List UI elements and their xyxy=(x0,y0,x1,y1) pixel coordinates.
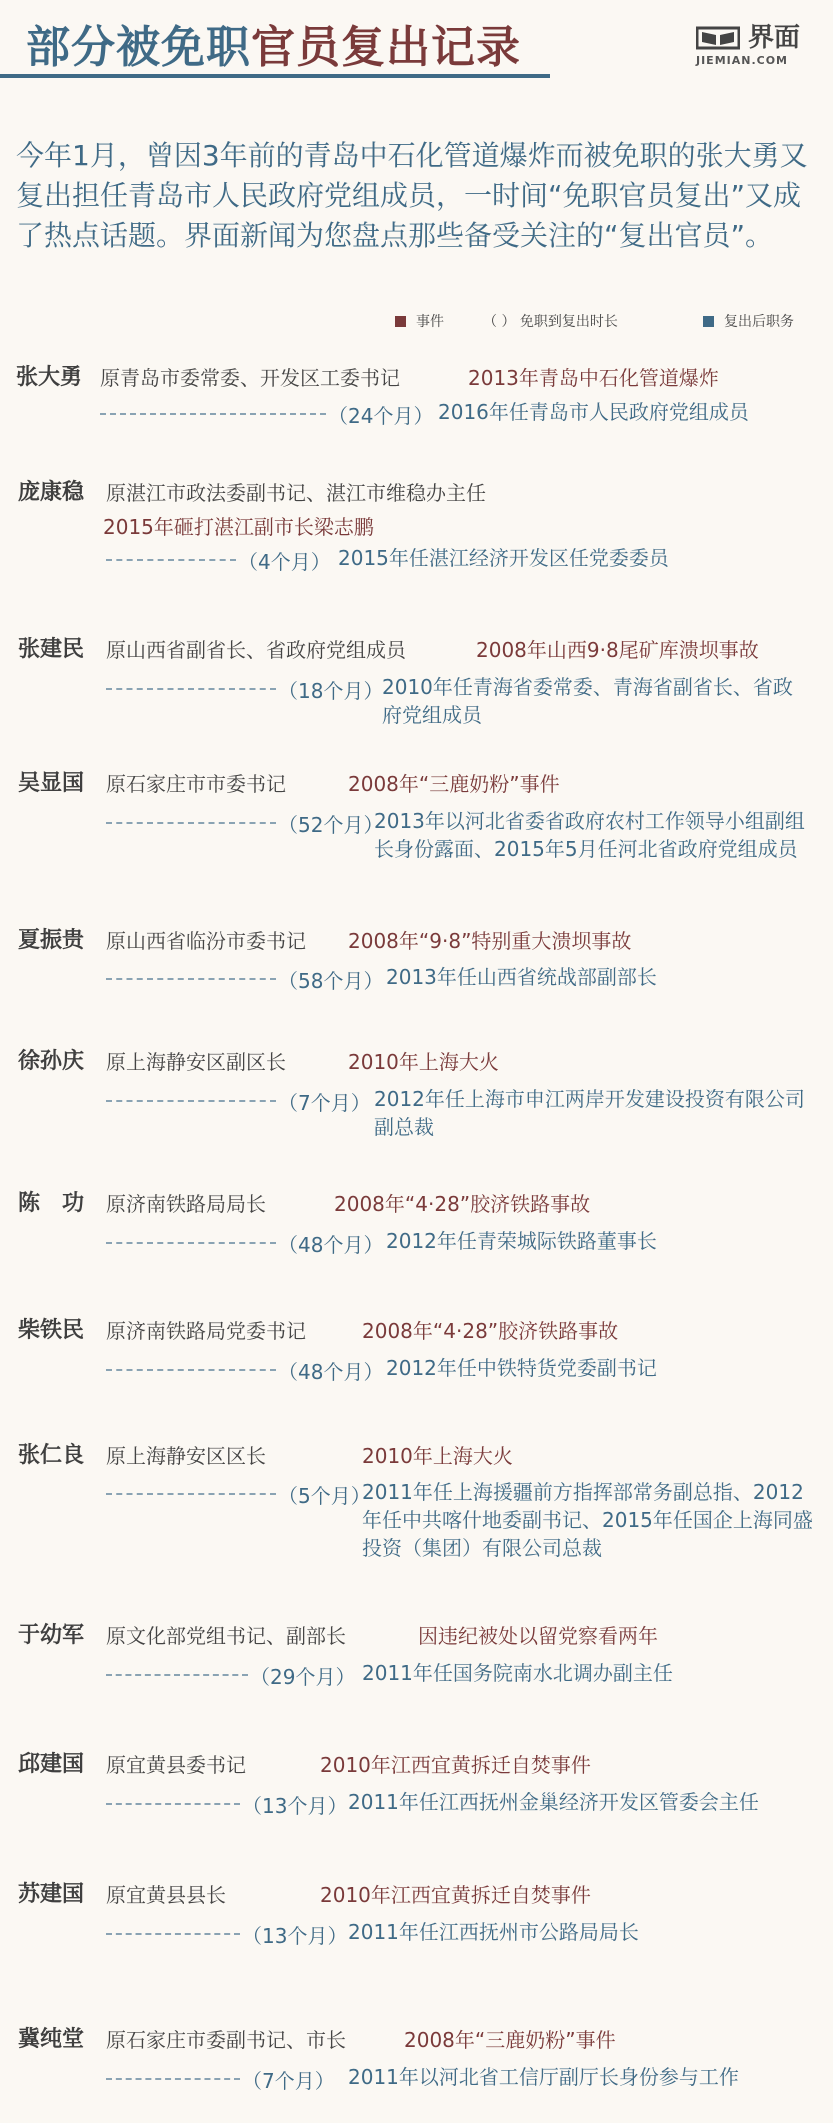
original-position: 原文化部党组书记、副部长 xyxy=(106,1624,346,1648)
official-name: 邱建国 xyxy=(18,1752,85,1777)
duration-text: （52个月） xyxy=(278,813,384,837)
dashed-connector xyxy=(106,1803,240,1805)
header xyxy=(0,0,833,95)
official-name: 夏振贵 xyxy=(18,928,85,953)
dashed-connector xyxy=(106,1100,276,1102)
original-position: 原上海静安区区长 xyxy=(106,1444,266,1468)
official-name: 庞康稳 xyxy=(18,480,85,505)
post-text: 2016年任青岛市人民政府党组成员 xyxy=(438,400,749,424)
event-text: 2008年山西9·8尾矿库溃坝事故 xyxy=(476,638,759,662)
original-position: 原济南铁路局党委书记 xyxy=(106,1319,306,1343)
duration-text: （29个月） xyxy=(250,1665,356,1689)
duration-text: （13个月） xyxy=(242,1794,348,1818)
official-name: 陈 功 xyxy=(18,1191,85,1216)
post-text: 2015年任湛江经济开发区任党委委员 xyxy=(338,546,669,570)
official-name: 张建民 xyxy=(18,637,85,662)
title-part2: 官员复出记录 xyxy=(251,22,521,73)
legend-duration: （ ） 免职到复出时长 xyxy=(483,314,618,330)
original-position: 原上海静安区副区长 xyxy=(106,1050,286,1074)
post-text: 2011年任国务院南水北调办副主任 xyxy=(362,1661,673,1685)
event-text: 2015年砸打湛江副市长梁志鹏 xyxy=(103,515,374,539)
official-name: 吴显国 xyxy=(18,771,85,796)
event-text: 2010年上海大火 xyxy=(362,1444,513,1468)
official-name: 于幼军 xyxy=(18,1623,85,1648)
dashed-connector xyxy=(106,1933,240,1935)
original-position: 原石家庄市委副书记、市长 xyxy=(106,2028,346,2052)
duration-text: （18个月） xyxy=(278,679,384,703)
legend-post: 复出后职务 xyxy=(703,311,794,331)
maroon-square-icon xyxy=(395,316,406,327)
dashed-connector xyxy=(106,1674,248,1676)
post-text: 2011年以河北省工信厅副厅长身份参与工作 xyxy=(348,2065,739,2089)
blue-square-icon xyxy=(703,316,714,327)
event-text: 2008年“三鹿奶粉”事件 xyxy=(404,2028,616,2052)
event-text: 2010年江西宜黄拆迁自焚事件 xyxy=(320,1753,591,1777)
dashed-connector xyxy=(106,1242,276,1244)
title-underline xyxy=(0,74,550,78)
dashed-connector xyxy=(106,2078,240,2080)
duration-text: （4个月） xyxy=(238,550,331,574)
page-title xyxy=(26,22,521,74)
event-text: 2008年“三鹿奶粉”事件 xyxy=(348,772,560,796)
title-part1: 部分被免职 xyxy=(26,22,251,73)
official-name: 冀纯堂 xyxy=(18,2027,85,2052)
dashed-connector xyxy=(106,822,276,824)
post-text: 2010年任青海省委常委、青海省副省长、省政府党组成员 xyxy=(382,675,793,727)
duration-text: （48个月） xyxy=(278,1360,384,1384)
official-name: 柴铁民 xyxy=(18,1318,85,1343)
original-position: 原宜黄县委书记 xyxy=(106,1753,246,1777)
dashed-connector xyxy=(106,688,276,690)
dashed-connector xyxy=(106,978,276,980)
duration-text: （13个月） xyxy=(242,1924,348,1948)
original-position: 原青岛市委常委、开发区工委书记 xyxy=(100,366,400,390)
post-text: 2011年任江西抚州金巢经济开发区管委会主任 xyxy=(348,1790,759,1814)
legend xyxy=(395,311,815,331)
duration-text: （7个月） xyxy=(278,1091,371,1115)
intro-paragraph: 今年1月，曾因3年前的青岛中石化管道爆炸而被免职的张大勇又复出担任青岛市人民政府党组成员，一时间“免职官员复出”又成了热点话题。界面新闻为您盘点那些备受关注的“复出官员”。 xyxy=(16,139,808,252)
event-text: 因违纪被处以留党察看两年 xyxy=(418,1624,658,1648)
official-name: 张仁良 xyxy=(18,1443,85,1468)
official-name: 张大勇 xyxy=(16,365,83,390)
duration-text: （7个月） xyxy=(242,2069,335,2093)
duration-text: （24个月） xyxy=(328,404,434,428)
duration-text: （48个月） xyxy=(278,1233,384,1257)
event-text: 2013年青岛中石化管道爆炸 xyxy=(468,366,719,390)
post-text: 2013年任山西省统战部副部长 xyxy=(386,965,657,989)
dashed-connector xyxy=(106,1369,276,1371)
duration-text: （5个月） xyxy=(278,1484,371,1508)
event-text: 2010年上海大火 xyxy=(348,1050,499,1074)
post-text: 2011年任上海援疆前方指挥部常务副总指、2012年任中共喀什地委副书记、2015年任国企上海同盛投资（集团）有限公司总裁 xyxy=(362,1480,813,1560)
original-position: 原石家庄市市委书记 xyxy=(106,772,286,796)
jiemian-logo xyxy=(696,24,811,70)
post-text: 2013年以河北省委省政府农村工作领导小组副组长身份露面、2015年5月任河北省政府党组成员 xyxy=(374,809,805,861)
event-text: 2008年“4·28”胶济铁路事故 xyxy=(334,1192,591,1216)
post-text: 2012年任青荣城际铁路董事长 xyxy=(386,1229,657,1253)
dashed-connector xyxy=(100,413,326,415)
original-position: 原山西省临汾市委书记 xyxy=(106,929,306,953)
original-position: 原山西省副省长、省政府党组成员 xyxy=(106,638,406,662)
post-text: 2012年任上海市申江两岸开发建设投资有限公司副总裁 xyxy=(374,1087,805,1139)
logo-text-cn: 界面 xyxy=(748,23,801,53)
dashed-connector xyxy=(106,1493,276,1495)
original-position: 原湛江市政法委副书记、湛江市维稳办主任 xyxy=(106,481,486,505)
legend-event: 事件 xyxy=(395,311,444,331)
event-text: 2010年江西宜黄拆迁自焚事件 xyxy=(320,1883,591,1907)
official-name: 徐孙庆 xyxy=(18,1049,85,1074)
logo-text-en: JIEMIAN.COM xyxy=(696,54,789,67)
duration-text: （58个月） xyxy=(278,969,384,993)
event-text: 2008年“9·8”特别重大溃坝事故 xyxy=(348,929,632,953)
event-text: 2008年“4·28”胶济铁路事故 xyxy=(362,1319,619,1343)
dashed-connector xyxy=(106,559,236,561)
post-text: 2012年任中铁特货党委副书记 xyxy=(386,1356,657,1380)
original-position: 原济南铁路局局长 xyxy=(106,1192,266,1216)
book-logo-icon xyxy=(696,26,740,50)
post-text: 2011年任江西抚州市公路局局长 xyxy=(348,1920,639,1944)
original-position: 原宜黄县县长 xyxy=(106,1883,226,1907)
official-name: 苏建国 xyxy=(18,1882,85,1907)
